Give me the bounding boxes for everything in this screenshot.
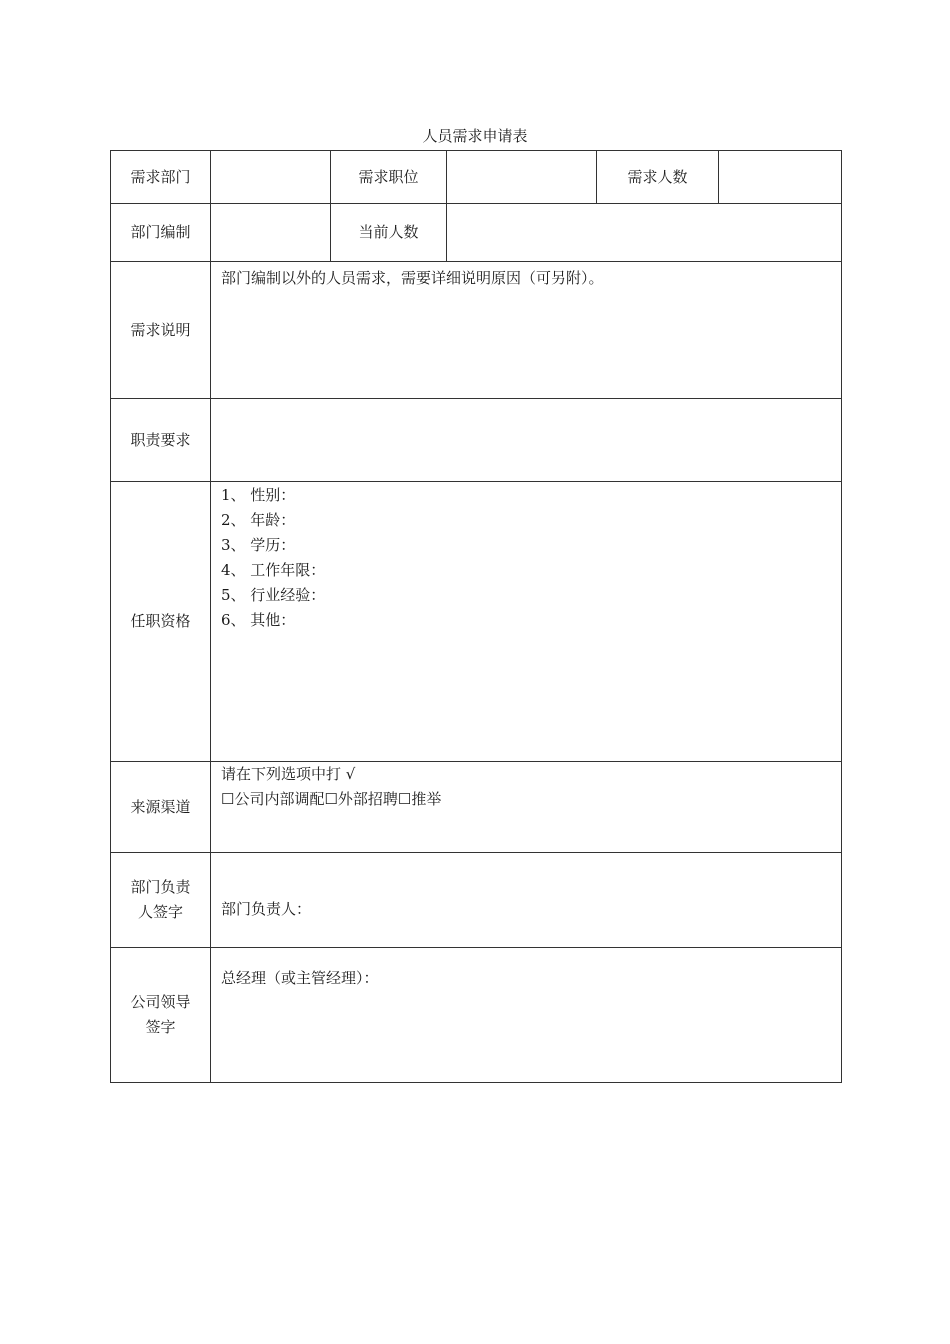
position-field[interactable] — [447, 151, 597, 204]
dept-head-label-line2: 人签字 — [137, 903, 183, 921]
qualification-item: 3、 学历： — [221, 536, 296, 554]
position-label: 需求职位 — [331, 151, 447, 204]
source-options[interactable]: ☐公司内部调配☐外部招聘☐推举 — [221, 790, 442, 808]
dept-head-sign-label: 部门负责人： — [221, 899, 312, 918]
dept-field[interactable] — [211, 151, 331, 204]
source-instruction: 请在下列选项中打 √ — [221, 765, 356, 783]
source-label: 来源渠道 — [111, 762, 211, 853]
qualification-item: 4、 工作年限： — [221, 561, 326, 579]
request-form-table — [110, 150, 842, 1083]
description-hint: 部门编制以外的人员需求，需要详细说明原因（可另附）。 — [221, 269, 604, 287]
leader-label — [111, 948, 211, 1083]
description-label: 需求说明 — [111, 262, 211, 399]
description-field[interactable] — [211, 262, 842, 399]
dept-label: 需求部门 — [111, 151, 211, 204]
establishment-field[interactable] — [211, 204, 331, 262]
duties-label: 职责要求 — [111, 399, 211, 482]
qualifications-label: 任职资格 — [111, 482, 211, 762]
leader-sign-label: 总经理（或主管经理）： — [221, 969, 379, 987]
qualifications-field[interactable] — [211, 482, 842, 762]
current-count-label: 当前人数 — [331, 204, 447, 262]
dept-head-label-line1: 部门负责 — [130, 878, 191, 896]
qualification-item: 2、 年龄： — [221, 511, 296, 529]
qualification-item: 1、 性别： — [221, 486, 296, 504]
duties-field[interactable] — [211, 399, 842, 482]
headcount-field[interactable] — [719, 151, 842, 204]
leader-label-line2: 签字 — [145, 1018, 176, 1036]
headcount-label: 需求人数 — [597, 151, 719, 204]
dept-head-signature-field[interactable] — [211, 853, 842, 948]
source-field[interactable] — [211, 762, 842, 853]
current-count-field[interactable] — [447, 204, 842, 262]
dept-head-label — [111, 853, 211, 948]
form-title: 人员需求申请表 — [422, 127, 528, 145]
leader-signature-field[interactable] — [211, 948, 842, 1083]
establishment-label: 部门编制 — [111, 204, 211, 262]
qualification-item: 6、 其他： — [221, 611, 296, 629]
qualification-item: 5、 行业经验： — [221, 586, 326, 604]
leader-label-line1: 公司领导 — [130, 993, 191, 1011]
